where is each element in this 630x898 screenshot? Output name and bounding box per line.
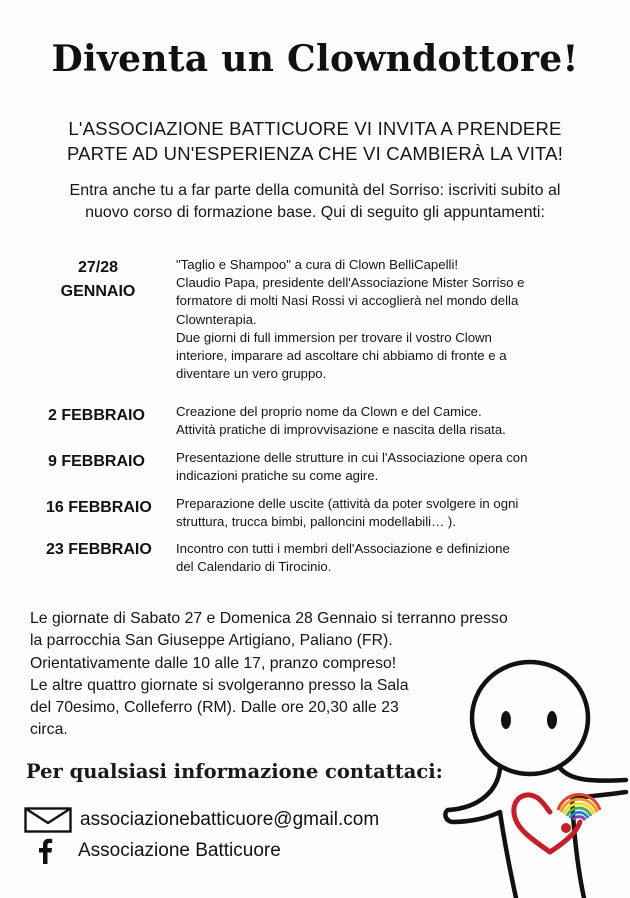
- description-line: del Calendario di Tirocinio.: [176, 559, 332, 575]
- venue-line: del 70esimo, Colleferro (RM). Dalle ore 20,30 alle 23: [30, 699, 399, 717]
- contact-heading: Per qualsiasi informazione contattaci:: [26, 760, 443, 783]
- schedule-description-5: [176, 540, 596, 576]
- mascot-body-left: [445, 810, 516, 898]
- description-line: "Taglio e Shampoo" a cura di Clown BelliCapelli!: [176, 257, 459, 272]
- mascot-right-arm: [560, 768, 626, 781]
- venue-line: circa.: [30, 721, 68, 739]
- description-line: Creazione del proprio nome da Clown e del Camice.: [176, 404, 482, 419]
- clown-mascot-illustration: [440, 640, 630, 898]
- schedule-date-5: 23 FEBBRAIO: [46, 541, 152, 558]
- email-address[interactable]: associazionebatticuore@gmail.com: [80, 809, 380, 830]
- schedule-date-3: 9 FEBBRAIO: [48, 453, 145, 470]
- page-title: Diventa un Clowndottore!: [51, 38, 579, 80]
- venue-line: Orientativamente dalle 10 alle 17, pranzo compreso!: [30, 654, 397, 672]
- description-line: Claudio Papa, presidente dell'Associazione Mister Sorriso e: [176, 275, 525, 291]
- schedule-date-1: [38, 257, 158, 303]
- description-line: Attività pratiche di improvvisazione e nascita della risata.: [176, 422, 506, 438]
- facebook-icon: [36, 838, 54, 864]
- facebook-page-name[interactable]: Associazione Batticuore: [78, 840, 281, 861]
- description-line: interiore, imparare ad ascoltare chi abbiamo di fronte e a: [176, 348, 507, 364]
- mascot-left-arm: [448, 768, 500, 810]
- email-contact[interactable]: [24, 806, 379, 834]
- description-line: Clownterapia.: [176, 311, 257, 327]
- venue-line: Le giornate di Sabato 27 e Domenica 28 Gennaio si terranno presso: [30, 610, 508, 627]
- mascot-figure: [445, 662, 626, 898]
- mascot-head: [472, 662, 588, 774]
- date-line: 27/28: [77, 259, 119, 276]
- description-line: indicazioni pratiche su come agire.: [176, 468, 379, 484]
- schedule-description-4: [176, 495, 596, 531]
- description-line: Presentazione delle strutture in cui l'Associazione opera con: [176, 450, 528, 465]
- venue-line: la parrocchia San Giuseppe Artigiano, Paliano (FR).: [30, 632, 393, 650]
- intro-line: nuovo corso di formazione base. Qui di seguito gli appuntamenti:: [85, 204, 545, 221]
- schedule-date-4: 16 FEBBRAIO: [46, 499, 152, 516]
- description-line: Preparazione delle uscite (attività da poter svolgere in ogni: [176, 496, 519, 511]
- description-line: Due giorni di full immersion per trovare il vostro Clown: [176, 329, 492, 345]
- mascot-right-eye: [547, 711, 557, 729]
- description-line: struttura, trucca bimbi, palloncini modellabili… ).: [176, 514, 456, 530]
- schedule-date-2: 2 FEBBRAIO: [48, 407, 145, 424]
- description-line: Incontro con tutti i membri dell'Associazione e definizione: [176, 541, 510, 556]
- description-line: diventare un vero gruppo.: [176, 366, 327, 382]
- invite-line: L'ASSOCIAZIONE BATTICUORE VI INVITA A PRENDERE: [68, 118, 562, 139]
- invite-line: PARTE AD UN'ESPERIENZA CHE VI CAMBIERÀ LA VITA!: [66, 143, 564, 164]
- invite-text: [40, 116, 590, 166]
- schedule-description-1: [176, 256, 596, 383]
- intro-text: [26, 180, 604, 224]
- description-line: formatore di molti Nasi Rossi vi accoglierà nel mondo della: [176, 293, 519, 309]
- date-line: GENNAIO: [60, 283, 136, 300]
- venue-line: Le altre quattro giornate si svolgeranno presso la Sala: [30, 676, 409, 694]
- schedule-description-3: [176, 449, 596, 485]
- facebook-contact[interactable]: [36, 838, 281, 864]
- schedule-description-2: [176, 403, 596, 439]
- batticuore-heart-logo: [514, 795, 600, 852]
- envelope-icon: [24, 807, 72, 833]
- mascot-left-eye: [501, 711, 511, 729]
- intro-line: Entra anche tu a far parte della comunità del Sorriso: iscriviti subito al: [69, 182, 561, 199]
